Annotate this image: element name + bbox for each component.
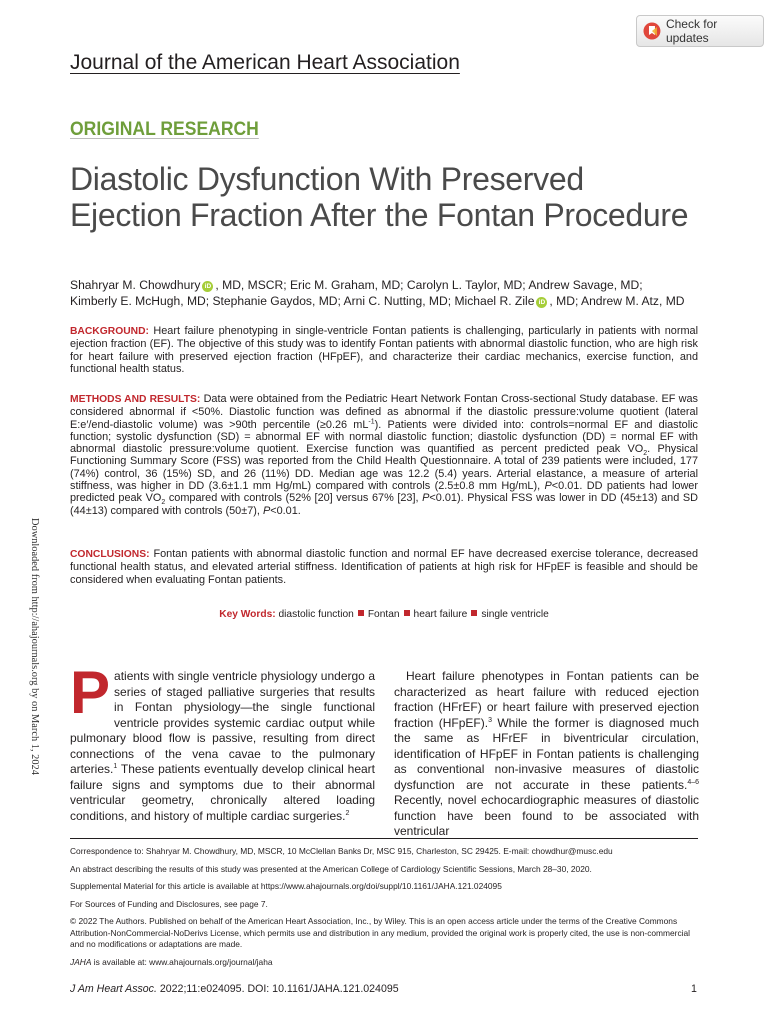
journal-abbr: JAHA: [70, 956, 92, 967]
journal-url[interactable]: is available at: www.ahajournals.org/journal/jaha: [91, 956, 273, 967]
citation-doi[interactable]: 2022;11:e024095. DOI: 10.1161/JAHA.121.024095: [156, 983, 399, 995]
reference-superscript[interactable]: 1: [113, 763, 118, 770]
reference-superscript[interactable]: 4–6: [687, 778, 699, 786]
abstract-methods: [70, 393, 698, 517]
correspondence-note: Correspondence to: Shahryar M. Chowdhury, MD, MSCR, 10 McClellan Banks Dr, MSC 915, Charleston, SC 29425. E-mail: chowdhur@musc.edu: [70, 846, 613, 856]
keywords: [0, 609, 768, 620]
page-number: 1: [691, 983, 697, 995]
keyword[interactable]: single ventricle: [481, 609, 549, 620]
subscript: 2: [643, 450, 648, 458]
supplemental-note[interactable]: Supplemental Material for this article is available at https://www.ahajournals.org/doi/suppl/10.1161/JAHA.121.024095: [70, 881, 502, 891]
p-value-symbol: P: [262, 504, 271, 517]
body-column-left: [70, 659, 375, 824]
footnote-divider: [70, 838, 698, 839]
footnotes: [70, 846, 698, 968]
journal-name[interactable]: Journal of the American Heart Association: [70, 51, 460, 74]
keyword[interactable]: heart failure: [413, 609, 468, 620]
reference-superscript[interactable]: 3: [488, 716, 492, 724]
abstract-conclusions: [70, 548, 698, 586]
methods-text: <0.01). Physical FSS was lower in DD (45±13) and SD (44±13) compared with controls (50±7),: [70, 492, 698, 517]
article-title: Diastolic Dysfunction With Preserved Ejection Fraction After the Fontan Procedure: [70, 161, 689, 233]
methods-text: compared with controls (52% [20] versus 67% [23],: [165, 492, 423, 505]
abstract-background: [70, 325, 698, 375]
author-text: Kimberly E. McHugh, MD; Stephanie Gaydos, MD; Arni C. Nutting, MD; Michael R. Zile: [70, 294, 535, 308]
author-text: , MD, MSCR; Eric M. Graham, MD; Carolyn L. Taylor, MD; Andrew Savage, MD;: [215, 278, 643, 292]
bullet-square-icon: [358, 610, 364, 616]
reference-superscript[interactable]: 2: [345, 809, 350, 817]
citation-journal: J Am Heart Assoc.: [70, 983, 157, 995]
article-section: ORIGINAL RESEARCH: [70, 118, 259, 140]
superscript: -1: [368, 417, 375, 425]
conclusions-heading: CONCLUSIONS:: [70, 549, 150, 560]
copyright-note: © 2022 The Authors. Published on behalf of the American Heart Association, Inc., by Wiley. This is an open access article under the terms of the Creative Commons Attribution-NonCommercial-NoDerivs License, which permits use and distribution in any medium, provided the original work is properly cited, the use is non-commercial and no modifications or adaptations are made.: [70, 916, 691, 949]
footer-citation: [70, 983, 399, 995]
methods-text: . Physical Functioning Summary Score (FSS) was reported from the Child Health Questionnaire. A total of 239 patients were included, 177 (74%) control, 36 (15%) SD, and 26 (11%) DD. Median age was 12.2 (5.4) years. Arterial elastance, a measure of arterial stiffness, was higher in DD (3.6±1.1 mm Hg/mL) compared with controls (2.5±0.8 mm Hg/mL),: [70, 443, 698, 493]
body-column-right: [394, 669, 699, 840]
body-text: While the former is diagnosed much the same as HFrEF in biventricular circulation, identification of HFpEF in Fontan patients is challenging as conventional non-invasive measures of diastolic dysfunction are not accurate in these patients.: [394, 715, 699, 792]
body-text: atients with single ventricle physiology undergo a series of staged palliative surgeries that results in Fontan physiology—the single functional ventricle provides systemic cardiac output while pulmonary blood flow is passive, resulting from direct connections of the vena cavae to the pulmonary arteries.: [70, 669, 375, 776]
bullet-square-icon: [404, 610, 410, 616]
keyword[interactable]: diastolic function: [278, 609, 354, 620]
methods-heading: METHODS AND RESULTS:: [70, 394, 201, 405]
body-paragraph: [394, 669, 699, 840]
orcid-icon[interactable]: iD: [202, 281, 213, 292]
orcid-icon[interactable]: iD: [536, 297, 547, 308]
keyword[interactable]: Fontan: [367, 609, 400, 620]
check-for-updates-button[interactable]: [636, 15, 764, 47]
author-list: [70, 277, 710, 309]
methods-text: <0.01. DD patients had lower predicted peak VO: [70, 480, 698, 505]
methods-text: Data were obtained from the Pediatric Heart Network Fontan Cross-sectional Study database. EF was considered abnormal if <50%. Diastolic function was defined as abnormal if the diastolic pressure:volume quotient (lateral E:e′/end-diastolic volume) was >90th percentile (≥0.26 mL: [70, 393, 698, 431]
journal-availability-note: [70, 957, 698, 969]
methods-text: <0.01.: [270, 504, 301, 517]
check-for-updates-label: Check for updates: [665, 17, 718, 45]
methods-text: ). Patients were divided into: controls=normal EF and diastolic function; systolic dysfunction (SD) = abnormal EF with normal diastolic function; diastolic dysfunction (DD) = normal EF with abnormal diastolic pressure:volume quotient. Exercise function was quantified as percent predicted peak VO: [70, 418, 698, 456]
bullet-square-icon: [471, 610, 477, 616]
abstract-note: An abstract describing the results of this study was presented at the American College of Cardiology Scientific Sessions, March 28–30, 2020.: [70, 863, 592, 874]
p-value-symbol: P: [422, 492, 430, 505]
conclusions-text: Fontan patients with abnormal diastolic function and normal EF have decreased exercise tolerance, decreased functional health status, and elevated arterial stiffness. Identification of patients at high risk for HFpEF is feasible and should be considered when evaluating Fontan patients.: [70, 548, 698, 586]
check-for-updates-icon: [643, 22, 661, 40]
background-heading: BACKGROUND:: [70, 326, 149, 337]
author-first: Shahryar M. Chowdhury: [70, 278, 201, 292]
subscript: 2: [161, 499, 166, 507]
body-text: Heart failure phenotypes in Fontan patients can be characterized as heart failure with reduced ejection fraction (HFrEF) or heart failure with preserved ejection fraction (HFpEF).: [394, 669, 699, 730]
body-text: These patients eventually develop clinical heart failure signs and symptoms due to their abnormal ventricular geometry, chronically altered loading conditions, and history of multiple cardiac surgeries.: [70, 762, 375, 823]
body-text: Recently, novel echocardiographic measures of diastolic function have been found to be associated with ventricular: [394, 793, 699, 838]
background-text: Heart failure phenotyping in single-ventricle Fontan patients is challenging, particularly in patients with normal ejection fraction (EF). The objective of this study was to identify Fontan patients with abnormal diastolic function, who are high risk for heart failure with preserved ejection fraction (HFpEF), and characterize their cardiac mechanics, exercise function, and functional health status.: [70, 325, 698, 375]
body-paragraph: [70, 659, 375, 824]
drop-cap: P: [70, 659, 111, 726]
funding-note: For Sources of Funding and Disclosures, see page 7.: [70, 898, 268, 909]
keywords-label: Key Words:: [219, 609, 276, 620]
download-watermark-text: Downloaded from http://ahajournals.org by on March 1, 2024: [29, 518, 40, 775]
p-value-symbol: P: [544, 480, 552, 493]
author-text: , MD; Andrew M. Atz, MD: [549, 294, 685, 308]
